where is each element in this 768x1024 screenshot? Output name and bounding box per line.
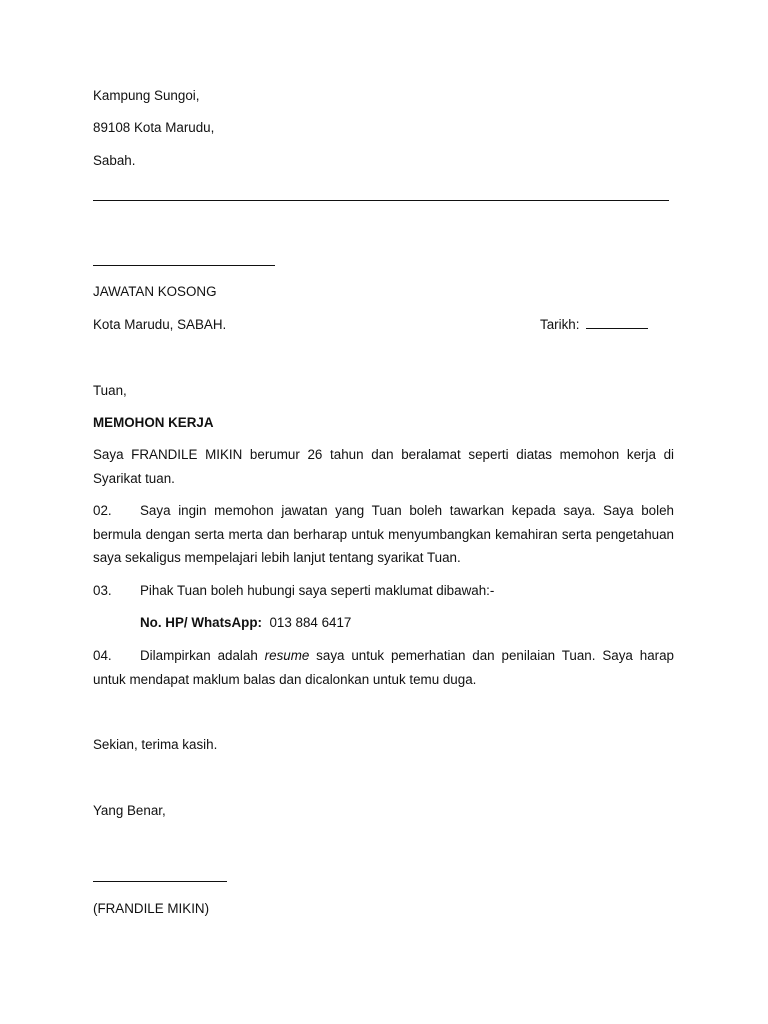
date-field (540, 317, 648, 333)
signature-name: (FRANDILE MIKIN) (93, 901, 210, 916)
address-line-1: Kampung Sungoi, (93, 88, 200, 103)
address-line-3: Sabah. (93, 153, 136, 168)
closing-line: Sekian, terima kasih. (93, 737, 218, 752)
paragraph-4-text-pre: Dilampirkan adalah (140, 648, 265, 663)
paragraph-3-text: Pihak Tuan boleh hubungi saya seperti maklumat dibawah:- (140, 583, 495, 598)
paragraph-1: Saya FRANDILE MIKIN berumur 26 tahun dan beralamat seperti diatas memohon kerja di Syarikat tuan. (93, 447, 674, 486)
date-blank (586, 317, 648, 329)
paragraph-3 (93, 583, 494, 599)
salutation: Tuan, (93, 383, 127, 398)
paragraph-4-resume: resume (264, 648, 310, 663)
signature-line (93, 881, 227, 882)
paragraph-2-number: 02. (93, 503, 112, 518)
contact-line (140, 615, 351, 631)
recipient-name-blank (93, 265, 275, 266)
paragraph-2-text: Saya ingin memohon jawatan yang Tuan boleh tawarkan kepada saya. Saya boleh bermula dengan serta merta dan berharap untuk menyumbangkan kemahiran serta pengetahuan saya sekaligus mempelajari lebih lanjut tentang syarikat Tuan. (93, 503, 674, 565)
address-line-2: 89108 Kota Marudu, (93, 120, 215, 135)
paragraph-3-number: 03. (93, 583, 112, 598)
letter-subject: MEMOHON KERJA (93, 415, 214, 430)
recipient-location: Kota Marudu, SABAH. (93, 317, 227, 332)
signoff: Yang Benar, (93, 803, 166, 818)
contact-label: No. HP/ WhatsApp: (140, 615, 262, 630)
recipient-title: JAWATAN KOSONG (93, 284, 217, 299)
date-label: Tarikh: (540, 317, 580, 332)
address-divider (93, 200, 669, 201)
paragraph-4-text-post: saya untuk pemerhatian dan penilaian Tuan. Saya harap untuk mendapat maklum balas dan dicalonkan untuk temu duga. (93, 648, 674, 687)
paragraph-2 (93, 499, 674, 570)
contact-value: 013 884 6417 (269, 615, 352, 630)
paragraph-4 (93, 644, 674, 691)
paragraph-4-number: 04. (93, 648, 112, 663)
